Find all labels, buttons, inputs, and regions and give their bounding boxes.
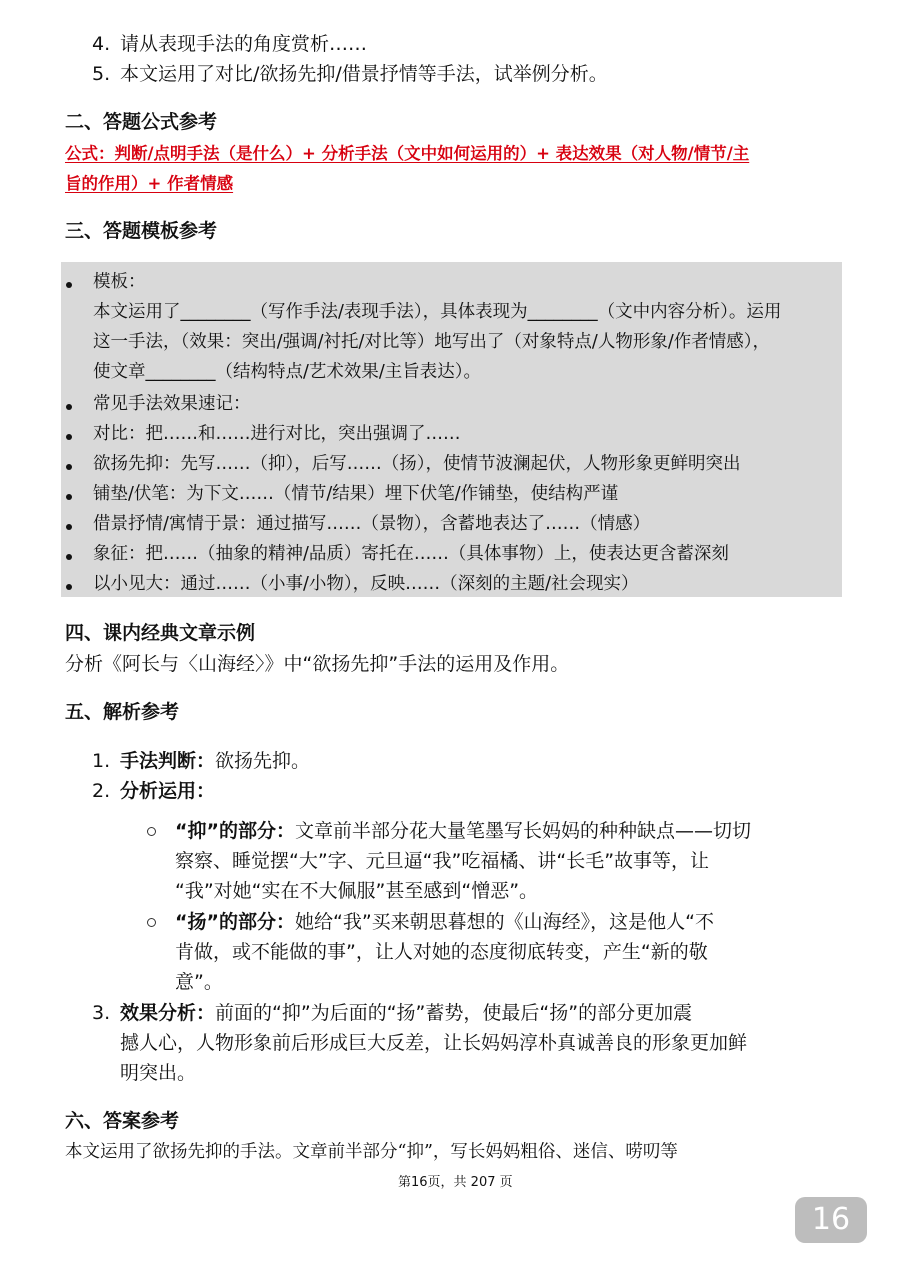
list-item-4 — [92, 30, 367, 58]
list-number: 5. — [92, 63, 111, 85]
sub-label: “扬”的部分： — [175, 911, 295, 933]
sub-item-praise — [175, 907, 714, 937]
bullet-icon — [66, 494, 72, 500]
list-number: 2. — [92, 780, 111, 802]
template-line: 这一手法，（效果：突出/强调/衬托/对比等）地写出了（对象特点/人物形象/作者情感）， — [93, 332, 770, 352]
item-text: 撼人心，人物形象前后形成巨大反差，让长妈妈淳朴真诚善良的形象更加鲜 — [120, 1032, 748, 1054]
speed-item: 象征：把……（抽象的精神/品质）寄托在……（具体事物）上，使表达更含蓄深刻 — [93, 544, 729, 564]
formula-line-1 — [65, 140, 749, 168]
sub-text: 肯做，或不能做的事”，让人对她的态度彻底转变，产生“新的敬 — [175, 941, 708, 963]
bullet-icon — [66, 282, 72, 288]
circle-bullet-icon — [147, 827, 156, 836]
speed-title: 常见手法效果速记： — [93, 394, 251, 414]
template-label: 模板： — [93, 272, 146, 292]
formula-line-2 — [65, 170, 233, 198]
sub-text: 意”。 — [175, 971, 223, 993]
analysis-item-1 — [92, 746, 310, 776]
analysis-item-2 — [92, 776, 215, 806]
bullet-icon — [66, 554, 72, 560]
speed-item: 铺垫/伏笔：为下文……（情节/结果）埋下伏笔/作铺垫，使结构严谨 — [93, 484, 619, 504]
bullet-icon — [66, 404, 72, 410]
speed-item: 欲扬先抑：先写……（抑），后写……（扬），使情节波澜起伏，人物形象更鲜明突出 — [93, 454, 741, 474]
list-number: 1. — [92, 750, 111, 772]
sub-text: “我”对她“实在不大佩服”甚至感到“憎恶”。 — [175, 880, 539, 902]
item-label: 效果分析： — [120, 1002, 216, 1024]
sub-text: 文章前半部分花大量笔墨写长妈妈的种种缺点——切切 — [294, 820, 751, 842]
list-number: 4. — [92, 33, 111, 55]
example-question: 分析《阿长与〈山海经〉》中“欲扬先抑”手法的运用及作用。 — [65, 653, 570, 675]
speed-item: 以小见大：通过……（小事/小物），反映……（深刻的主题/社会现实） — [93, 574, 639, 594]
section-heading-analysis: 五、解析参考 — [65, 701, 180, 723]
list-text: 本文运用了对比/欲扬先抑/借景抒情等手法，试举例分析。 — [120, 63, 608, 85]
sub-text: 她给“我”买来朝思暮想的《山海经》，这是他人“不 — [294, 911, 715, 933]
bullet-icon — [66, 434, 72, 440]
circle-bullet-icon — [147, 918, 156, 927]
sub-label: “抑”的部分： — [175, 820, 295, 842]
bullet-icon — [66, 524, 72, 530]
page-number-badge: 16 — [795, 1197, 867, 1243]
list-text: 请从表现手法的角度赏析…… — [120, 33, 368, 55]
formula-text: 公式：判断/点明手法（是什么）+ 分析手法（文中如何运用的）+ 表达效果（对人物/情节/主 — [65, 144, 750, 163]
item-text: 欲扬先抑。 — [215, 750, 311, 772]
sub-item-suppress — [175, 816, 751, 846]
sub-text: 察察、睡觉摆“大”字、元旦逼“我”吃福橘、讲“长毛”故事等，让 — [175, 850, 710, 872]
answer-text: 本文运用了欲扬先抑的手法。文章前半部分“抑”，写长妈妈粗俗、迷信、唠叨等 — [65, 1142, 678, 1162]
list-number: 3. — [92, 1002, 111, 1024]
template-line: 本文运用了________（写作手法/表现手法），具体表现为________（文中内容分析）。运用 — [93, 302, 782, 322]
item-text: 前面的“抑”为后面的“扬”蓄势，使最后“扬”的部分更加震 — [215, 1002, 693, 1024]
bullet-icon — [66, 584, 72, 590]
item-label: 手法判断： — [120, 750, 216, 772]
analysis-item-3 — [92, 998, 692, 1028]
speed-item: 对比：把……和……进行对比，突出强调了…… — [93, 424, 461, 444]
section-heading-formula: 二、答题公式参考 — [65, 111, 218, 133]
item-label: 分析运用： — [120, 780, 216, 802]
list-item-5 — [92, 60, 608, 88]
bullet-icon — [66, 464, 72, 470]
formula-text: 旨的作用）+ 作者情感 — [65, 174, 234, 193]
item-text: 明突出。 — [120, 1062, 197, 1084]
speed-item: 借景抒情/寓情于景：通过描写……（景物），含蓄地表达了……（情感） — [93, 514, 651, 534]
section-heading-answer: 六、答案参考 — [65, 1110, 180, 1132]
template-line: 使文章________（结构特点/艺术效果/主旨表达）。 — [93, 362, 482, 382]
page-footer: 第16页，共 207 页 — [398, 1175, 513, 1190]
section-heading-template: 三、答题模板参考 — [65, 220, 218, 242]
section-heading-example: 四、课内经典文章示例 — [65, 622, 256, 644]
